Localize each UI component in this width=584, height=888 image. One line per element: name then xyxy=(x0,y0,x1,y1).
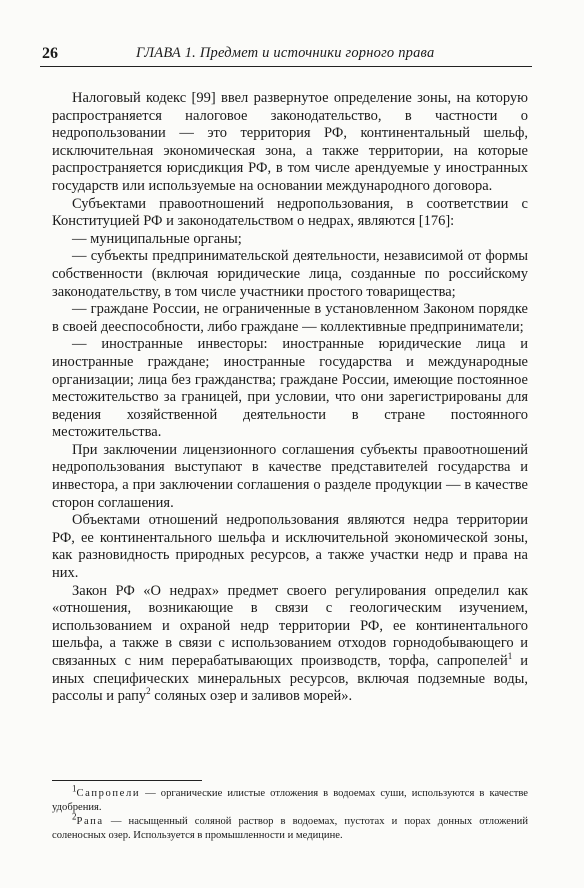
list-item: — муниципальные органы; xyxy=(72,230,242,247)
footnote-marker: 2 xyxy=(72,811,77,822)
page-header xyxy=(40,42,532,67)
list-item: — субъекты предпринимательской деятельности, независимой от формы собственности (включая юридические лица, созданные по российскому законодательству, в том числе участники простого товарищества; xyxy=(52,248,528,300)
page-number: 26 xyxy=(42,45,58,62)
footnote-ref: 1 xyxy=(507,651,513,662)
footnotes xyxy=(52,780,528,843)
footnote-term: Сапропели xyxy=(76,788,141,799)
footnote xyxy=(52,811,528,843)
paragraph xyxy=(52,583,528,706)
paragraph: При заключении лицензионного соглашения субъекты правоотношений недропользования выступают в качестве представителей государства и инвестора, а при заключении соглашения о разделе продукции — в качестве сторон соглашения. xyxy=(52,441,528,511)
body-text xyxy=(52,90,528,706)
footnote-term: Рапа xyxy=(76,816,104,827)
paragraph-text: и иных специфических минеральных ресурсов, включая подземные воды, рассолы и рапу xyxy=(52,653,529,705)
paragraph: Субъектами правоотношений недропользования, в соответствии с Конституцией РФ и законодательством о недрах, являются [176]: xyxy=(52,195,528,230)
list-item: — граждане России, не ограниченные в установленном Законом порядке в своей дееспособности, либо граждане — коллективные предприниматели; xyxy=(52,301,528,335)
paragraph-text: Закон РФ «О недрах» предмет своего регулирования определил как «отношения, возникающие в связи с геологическим изучением, использованием и охраной недр территории РФ, ее континентального шельфа, а также в связи с использованием отходов горнодобывающего и связанных с ним перерабатывающих производств, торфа, сапропелей xyxy=(52,582,528,669)
footnote-ref: 2 xyxy=(146,686,151,697)
footnote-text: — насыщенный соляной раствор в водоемах, пустотах и порах донных отложений соленосных озер. Используется в промышленности и медицине. xyxy=(52,816,528,841)
paragraph-text: соляных озер и заливов морей». xyxy=(150,688,353,705)
paragraph: Налоговый кодекс [99] ввел развернутое определение зоны, на которую распространяется налоговое законодательство, в частности о недропользовании — это территория РФ, континентальный шельф, исключительная экономическая зона, а также территории, на которые распространяется юрисдикция РФ, в том числе арендуемые у иностранных государств или используемые на основании международного договора. xyxy=(52,90,528,194)
footnote-marker: 1 xyxy=(72,783,77,794)
footnote-text: — органические илистые отложения в водоемах суши, используются в качестве удобрения. xyxy=(52,788,528,813)
running-head: ГЛАВА 1. Предмет и источники горного права xyxy=(136,45,435,61)
footnote-rule xyxy=(52,780,202,781)
paragraph: Объектами отношений недропользования являются недра территории РФ, ее континентального шельфа и исключительной экономической зоны, как разновидность природных ресурсов, а также участки недр и права на них. xyxy=(52,512,528,582)
list-item: — иностранные инвесторы: иностранные юридические лица и иностранные граждане; иностранные государства и международные организации; лица без гражданства; граждане России, имеющие постоянное местожительство за границей, при условии, что они зарегистрированы для ведения хозяйственной деятельности в стране постоянного местожительства. xyxy=(52,336,528,441)
footnote xyxy=(52,783,528,815)
